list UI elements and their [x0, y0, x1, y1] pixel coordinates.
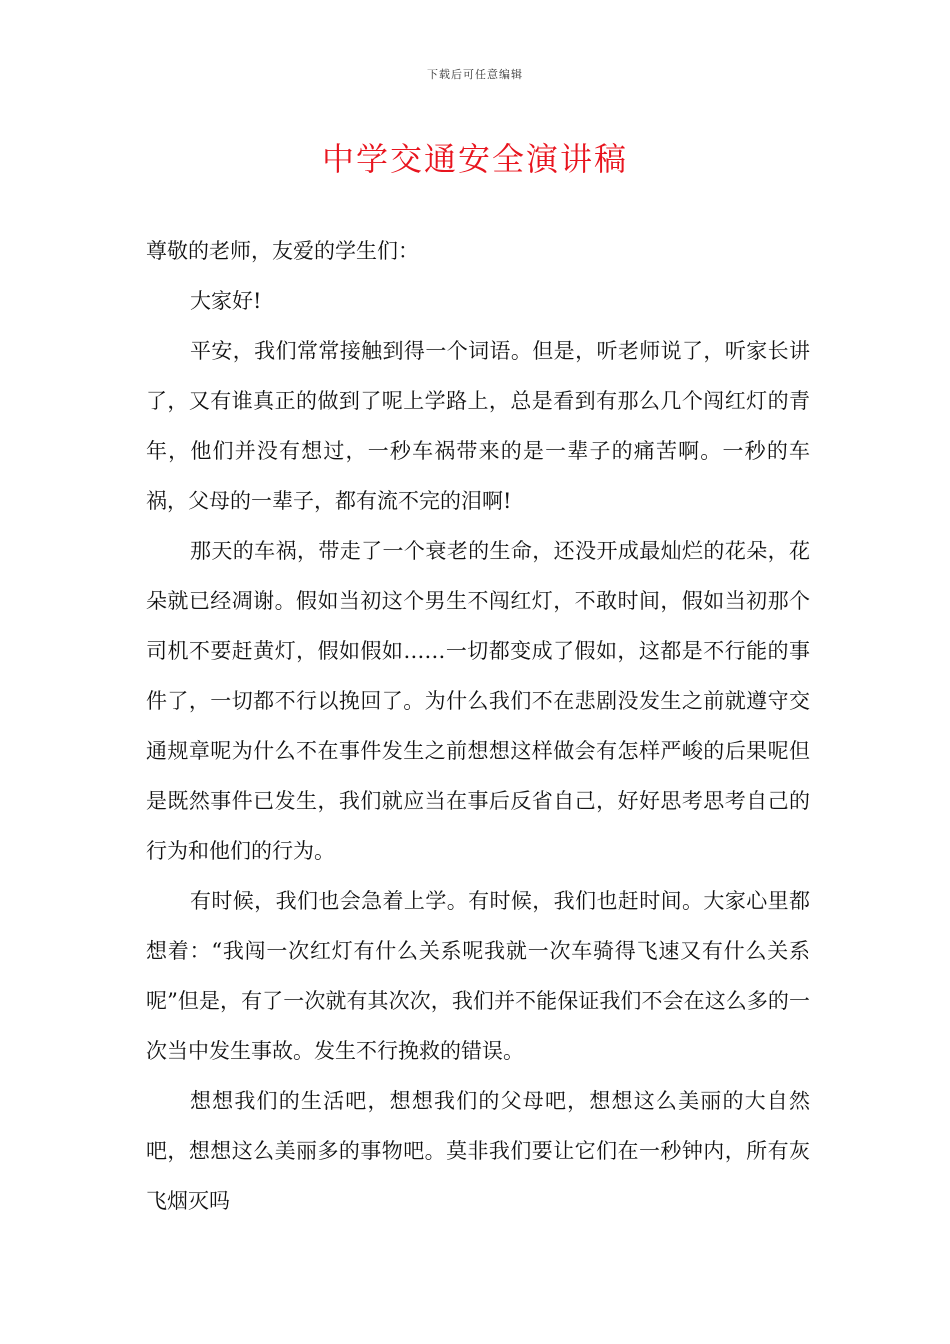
document-body: [146, 226, 810, 1226]
greeting: 大家好!: [190, 289, 262, 313]
header-note: 下载后可任意编辑: [427, 68, 523, 81]
paragraph: 平安，我们常常接触到得一个词语。但是，听老师说了，听家长讲了，又有谁真正的做到了呢上学路上，总是看到有那么几个闯红灯的青年，他们并没有想过，一秒车祸带来的是一辈子的痛苦啊。一秒的车祸，父母的一辈子，都有流不完的泪啊!: [146, 339, 810, 513]
document-title: 中学交通安全演讲稿: [321, 140, 628, 178]
paragraph: 有时候，我们也会急着上学。有时候，我们也赶时间。大家心里都想着：“我闯一次红灯有什么关系呢我就一次车骑得飞速又有什么关系呢”但是，有了一次就有其次次，我们并不能保证我们不会在这么多的一次当中发生事故。发生不行挽救的错误。: [146, 889, 810, 1063]
salutation: 尊敬的老师，友爱的学生们：: [146, 239, 419, 263]
paragraph: 想想我们的生活吧，想想我们的父母吧，想想这么美丽的大自然吧，想想这么美丽多的事物吧。莫非我们要让它们在一秒钟内，所有灰飞烟灭吗: [146, 1089, 810, 1213]
paragraph: 那天的车祸，带走了一个衰老的生命，还没开成最灿烂的花朵，花朵就已经凋谢。假如当初这个男生不闯红灯，不敢时间，假如当初那个司机不要赶黄灯，假如假如……一切都变成了假如，这都是不行能的事件了，一切都不行以挽回了。为什么我们不在悲剧没发生之前就遵守交通规章呢为什么不在事件发生之前想想这样做会有怎样严峻的后果呢但是既然事件已发生，我们就应当在事后反省自己，好好思考思考自己的行为和他们的行为。: [146, 539, 810, 863]
